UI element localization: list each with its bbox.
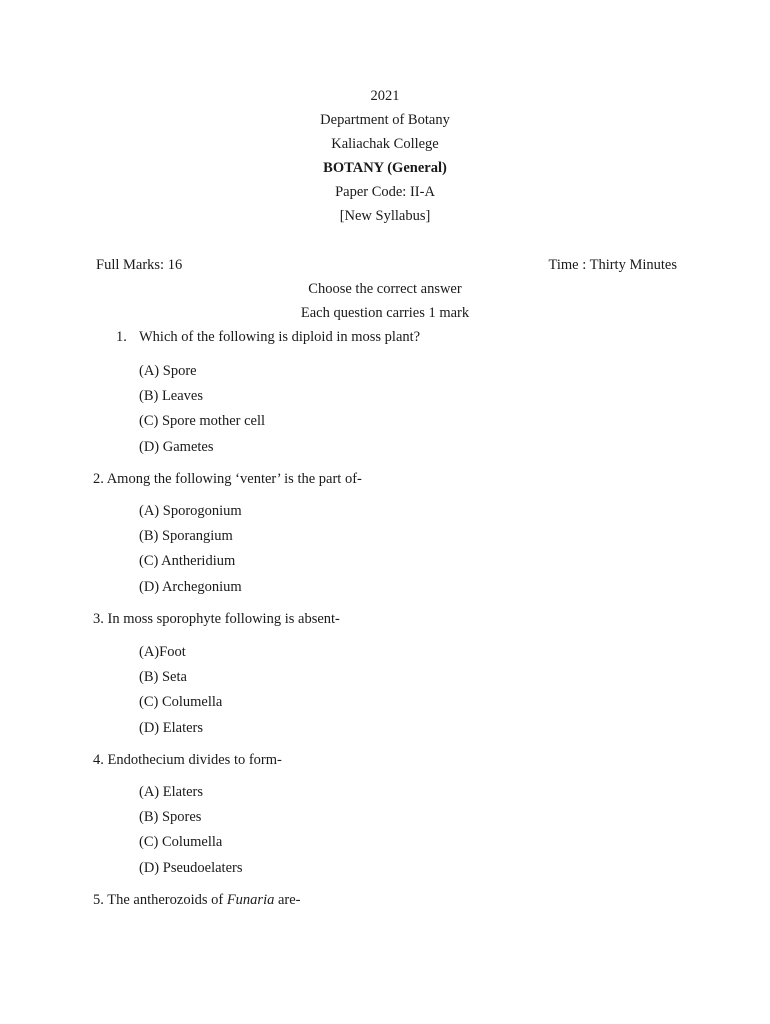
question-4-text: 4. Endothecium divides to form- bbox=[93, 752, 282, 768]
question-4-option-c: (C) Columella bbox=[139, 834, 223, 850]
question-5-genus-name: Funaria bbox=[226, 892, 275, 908]
time-allowed: Time : Thirty Minutes bbox=[548, 257, 677, 273]
question-5-text bbox=[93, 891, 301, 909]
question-1-option-d: (D) Gametes bbox=[139, 439, 214, 455]
instruction-line-2: Each question carries 1 mark bbox=[300, 305, 470, 321]
question-1-number: 1. bbox=[116, 329, 127, 345]
question-1-option-a: (A) Spore bbox=[139, 363, 197, 379]
subject-title: BOTANY (General) bbox=[323, 160, 447, 176]
question-2-text: 2. Among the following ‘venter’ is the part of- bbox=[93, 471, 362, 487]
syllabus-label: [New Syllabus] bbox=[339, 208, 431, 224]
question-1-text: Which of the following is diploid in moss plant? bbox=[139, 329, 421, 345]
question-5-text-start: 5. The antherozoids of bbox=[93, 892, 227, 908]
question-3-option-a: (A)Foot bbox=[139, 644, 186, 660]
question-3-text: 3. In moss sporophyte following is absent- bbox=[93, 611, 340, 627]
question-4-option-a: (A) Elaters bbox=[139, 784, 204, 800]
question-1-option-c: (C) Spore mother cell bbox=[139, 413, 266, 429]
question-3-option-c: (C) Columella bbox=[139, 694, 223, 710]
question-4-option-d: (D) Pseudoelaters bbox=[139, 860, 243, 876]
question-4-option-b: (B) Spores bbox=[139, 809, 202, 825]
question-1-option-b: (B) Leaves bbox=[139, 388, 204, 404]
exam-year: 2021 bbox=[370, 88, 400, 104]
question-3-option-b: (B) Seta bbox=[139, 669, 187, 685]
question-2-option-a: (A) Sporogonium bbox=[139, 503, 242, 519]
paper-code: Paper Code: II-A bbox=[335, 184, 435, 200]
department-name: Department of Botany bbox=[320, 112, 450, 128]
question-2-option-d: (D) Archegonium bbox=[139, 579, 242, 595]
question-3-option-d: (D) Elaters bbox=[139, 720, 204, 736]
question-2-option-b: (B) Sporangium bbox=[139, 528, 233, 544]
question-2-option-c: (C) Antheridium bbox=[139, 553, 236, 569]
college-name: Kaliachak College bbox=[331, 136, 439, 152]
full-marks: Full Marks: 16 bbox=[96, 257, 183, 273]
instruction-line-1: Choose the correct answer bbox=[308, 281, 462, 297]
question-5-text-end: are- bbox=[274, 892, 301, 908]
